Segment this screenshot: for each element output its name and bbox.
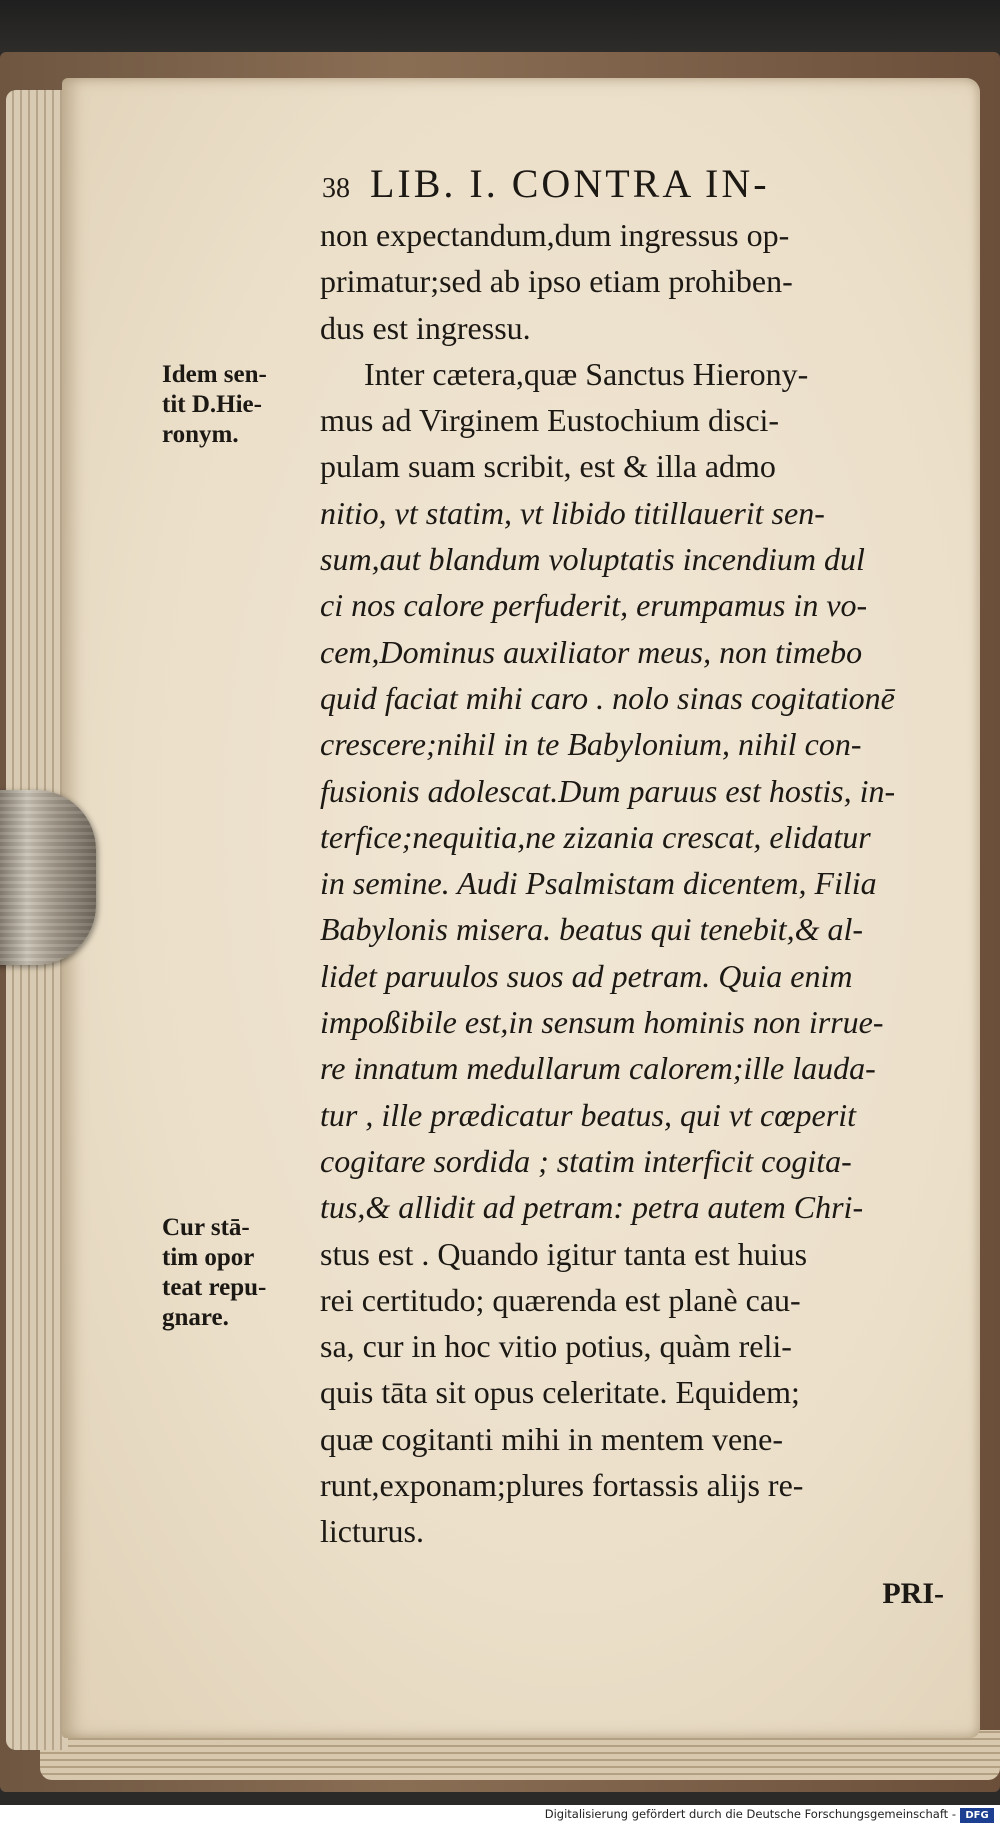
text-line: Inter cætera,quæ Sanctus Hierony- bbox=[364, 355, 809, 392]
text-line: cem,Dominus auxiliator meus, non timebo bbox=[320, 633, 863, 670]
text-line: primatur;sed ab ipso etiam prohiben- bbox=[320, 263, 793, 300]
text-line: tur , ille prædicatur beatus, qui vt cœperit bbox=[320, 1096, 856, 1133]
scanner-background bbox=[0, 0, 1000, 52]
margin-note-line: gnare. bbox=[162, 1304, 229, 1331]
margin-note-hieronymus bbox=[162, 360, 332, 450]
text-line: non expectandum,dum ingressus op- bbox=[320, 217, 790, 253]
text-line: crescere;nihil in te Babylonium, nihil con- bbox=[320, 726, 862, 763]
text-line: dus est ingressu. bbox=[320, 309, 531, 346]
text-line: Babylonis misera. beatus qui tenebit,& al- bbox=[320, 911, 864, 948]
text-line: quæ cogitanti mihi in mentem vene- bbox=[320, 1420, 784, 1457]
text-line: rei certitudo; quærenda est planè cau- bbox=[320, 1281, 801, 1318]
text-line: tus,& allidit ad petram: petra autem Chri- bbox=[320, 1189, 864, 1226]
main-text-block bbox=[320, 212, 950, 1617]
text-line: stus est . Quando igitur tanta est huius bbox=[320, 1235, 808, 1272]
text-line: terfice;nequitia,ne zizania crescat, elidatur bbox=[320, 818, 871, 855]
running-head-title: LIB. I. CONTRA IN- bbox=[370, 161, 770, 206]
footer-bar bbox=[0, 1805, 1000, 1827]
bookmark-clip bbox=[0, 790, 96, 965]
text-line: licturus. bbox=[320, 1513, 424, 1550]
margin-note-cur-statim bbox=[162, 1213, 332, 1333]
page-number: 38 bbox=[322, 173, 350, 204]
footer-credit: Digitalisierung gefördert durch die Deutsche Forschungsgemeinschaft - bbox=[544, 1807, 956, 1821]
margin-note-line: tim opor bbox=[162, 1244, 255, 1271]
text-line: sum,aut blandum voluptatis incendium dul bbox=[320, 541, 865, 578]
text-line: fusionis adolescat.Dum paruus est hostis, in- bbox=[320, 772, 896, 809]
running-head bbox=[322, 160, 942, 207]
text-line: quis tāta sit opus celeritate. Equidem; bbox=[320, 1374, 800, 1411]
text-line: sa, cur in hoc vitio potius, quàm reli- bbox=[320, 1328, 792, 1365]
text-line: impoßibile est,in sensum hominis non irrue- bbox=[320, 1004, 884, 1041]
text-line: quid faciat mihi caro . nolo sinas cogitationē bbox=[320, 679, 895, 716]
text-line: re innatum medullarum calorem;ille lauda- bbox=[320, 1050, 876, 1087]
text-line: nitio, vt statim, vt libido titillauerit sen- bbox=[320, 494, 825, 531]
text-line: ci nos calore perfuderit, erumpamus in vo- bbox=[320, 587, 868, 624]
text-line: cogitare sordida ; statim interficit cogita- bbox=[320, 1142, 852, 1179]
margin-note-line: ronym. bbox=[162, 421, 239, 448]
text-line: mus ad Virginem Eustochium disci- bbox=[320, 402, 780, 439]
text-line: lidet paruulos suos ad petram. Quia enim bbox=[320, 957, 853, 994]
margin-note-line: Idem sen- bbox=[162, 361, 267, 388]
margin-note-line: tit D.Hie- bbox=[162, 391, 262, 418]
dfg-logo: DFG bbox=[960, 1808, 994, 1823]
catchword: PRI- bbox=[882, 1576, 944, 1610]
text-line: in semine. Audi Psalmistam dicentem, Filia bbox=[320, 865, 877, 902]
margin-note-line: Cur stā- bbox=[162, 1214, 250, 1241]
text-line: runt,exponam;plures fortassis alijs re- bbox=[320, 1467, 804, 1504]
margin-note-line: teat repu- bbox=[162, 1274, 267, 1301]
text-line: pulam suam scribit, est & illa admo bbox=[320, 448, 776, 485]
